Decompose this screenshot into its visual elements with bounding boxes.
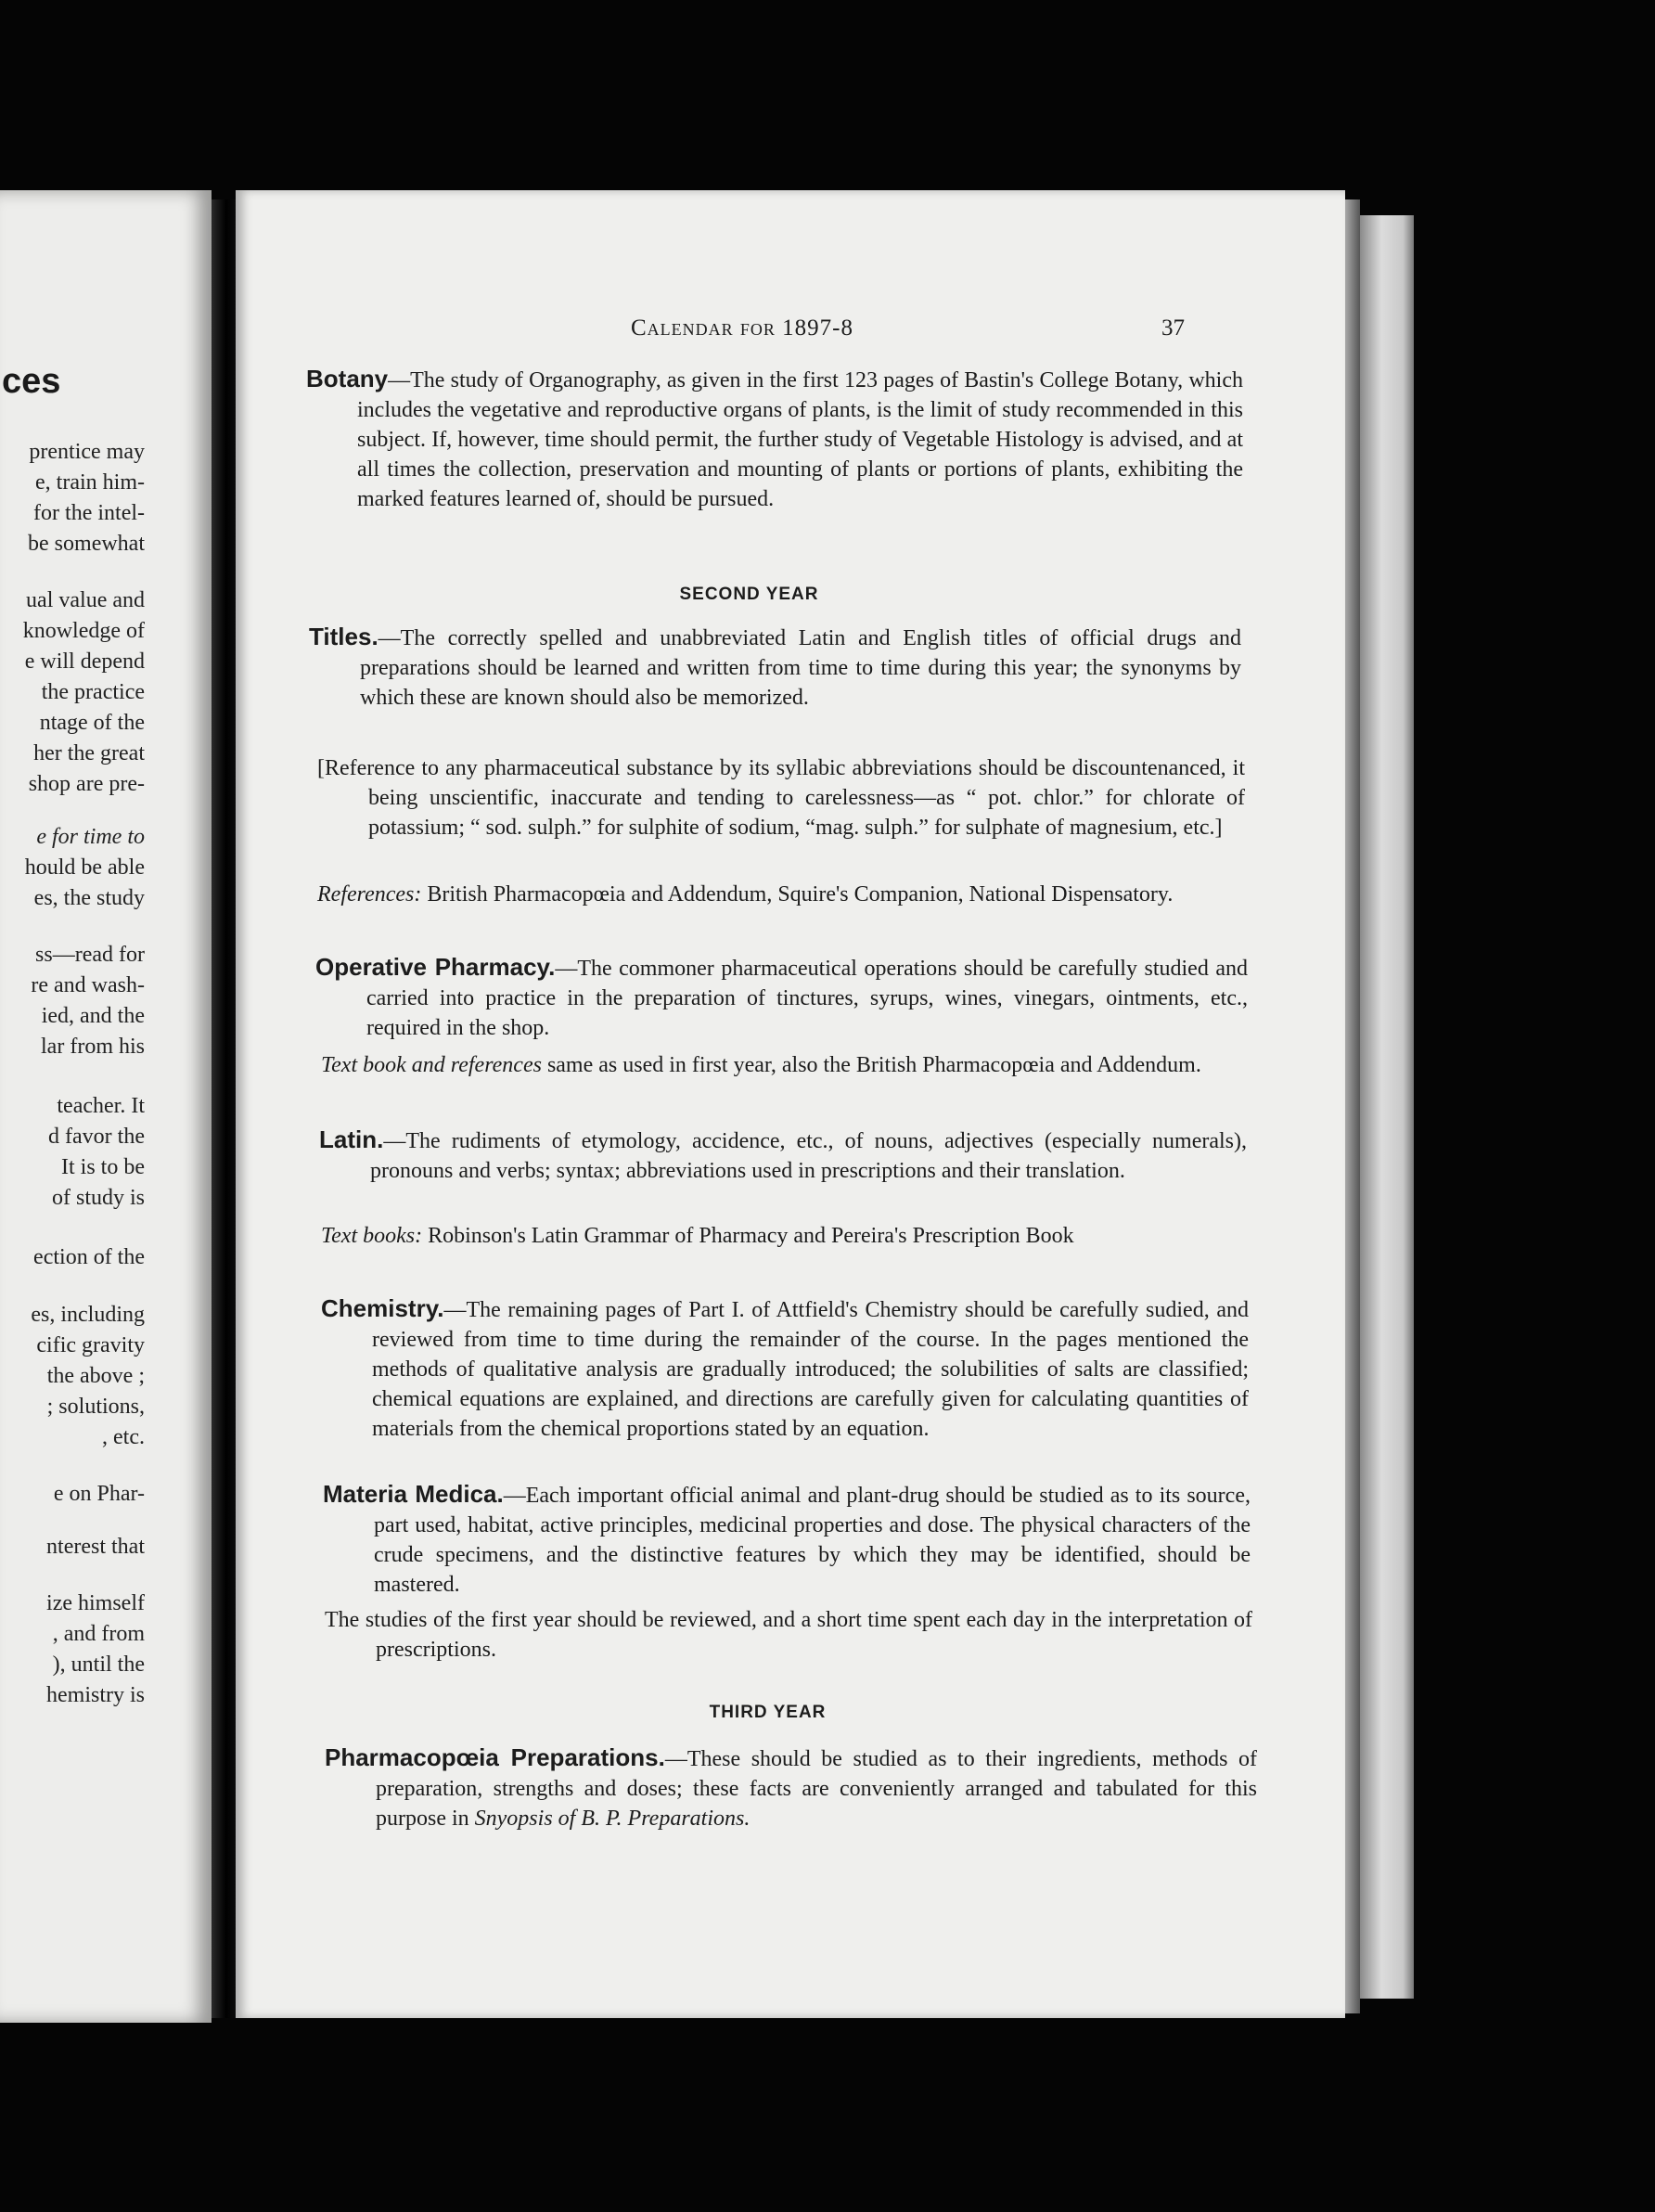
pharmacopoeia-book: Snyopsis of B. P. Preparations.: [474, 1807, 751, 1831]
left-page-line: be somewhat: [28, 532, 145, 556]
left-page-line: ual value and: [26, 588, 145, 612]
titles-paragraph: [309, 622, 1241, 713]
operative-paragraph: [315, 952, 1248, 1043]
botany-paragraph: [306, 364, 1243, 514]
left-page-line: lar from his: [41, 1035, 145, 1059]
titles-text: —The correctly spelled and unabbreviated Latin and English titles of official drugs and preparations should be learned and written from time to time during this year; the synonyms by which these are known should also be memorized.: [360, 626, 1241, 710]
left-page-line: of study is: [51, 1186, 145, 1210]
left-page-line: nterest that: [46, 1535, 145, 1559]
page-edge: [1345, 199, 1360, 2013]
textbook-paragraph: [321, 1050, 1249, 1080]
operative-text: —The commoner pharmaceutical operations should be carefully studied and carried into practice in the preparation of tinctures, syrups, wines, vinegars, ointments, etc., required in the shop.: [366, 957, 1249, 1040]
left-page-line: ection of the: [33, 1245, 145, 1269]
chemistry-heading: Chemistry.: [321, 1294, 444, 1322]
left-page-line: ), until the: [52, 1653, 145, 1677]
left-page-line: , and from: [52, 1622, 145, 1646]
latin-books-text: Robinson's Latin Grammar of Pharmacy and Pereira's Prescription Book: [422, 1224, 1074, 1248]
running-head-title: Calendar for 1897-8: [631, 315, 854, 341]
left-page-line: It is to be: [61, 1155, 145, 1179]
left-page-line: d favor the: [48, 1125, 145, 1149]
left-page-line: for the intel-: [33, 501, 145, 525]
left-page-line: re and wash-: [31, 973, 145, 997]
left-page-line: hemistry is: [46, 1683, 145, 1707]
left-page-line: es, including: [31, 1303, 145, 1327]
botany-heading: Botany: [306, 365, 389, 392]
left-page-line: ize himself: [46, 1591, 145, 1615]
reference-note: [Reference to any pharmaceutical substance by its syllabic abbreviations should be discountenanced, it being unscientific, inaccurate and tending to carelessness—as “ pot. chlor.” for chlorate of potassium; “ sod. sulph.” for sulphite of sodium, “mag. sulph.” for sulphate of magnesium, etc.]: [317, 756, 1245, 840]
running-head: [306, 315, 1192, 347]
latin-books-label: Text books:: [321, 1224, 423, 1248]
left-page-line: , etc.: [102, 1425, 145, 1449]
left-page-line: cific gravity: [36, 1333, 145, 1357]
latin-paragraph: [319, 1125, 1247, 1186]
left-page-line: ; solutions,: [46, 1395, 145, 1419]
pharmacopoeia-heading: Pharmacopœia Preparations.: [325, 1743, 665, 1771]
left-page-line: teacher. It: [57, 1094, 145, 1118]
left-page-line: ied, and the: [41, 1004, 145, 1028]
left-page-line: es, the study: [33, 886, 145, 910]
latin-heading: Latin.: [319, 1125, 384, 1153]
references-paragraph: [317, 880, 1245, 909]
chemistry-text: —The remaining pages of Part I. of Attfield's Chemistry should be carefully sudied, and reviewed from time to time during the remainder of the course. In the pages mentioned the methods of qualitative analysis are gradually introduced; the solubilities of salts are classified; chemical equations are explained, and directions are carefully given for calculating quantities of materials from the chemical proportions stated by an equation.: [372, 1298, 1249, 1441]
left-page-line: ss—read for: [35, 943, 145, 967]
left-page-line: e on Phar-: [53, 1482, 145, 1506]
left-page-line: shop are pre-: [28, 772, 145, 796]
left-page-line: ntage of the: [39, 711, 145, 735]
titles-heading: Titles.: [309, 623, 378, 650]
page-number: 37: [1161, 315, 1185, 341]
book-gutter: [212, 199, 236, 2018]
left-page-line: e for time to: [36, 825, 145, 849]
botany-text: —The study of Organography, as given in the first 123 pages of Bastin's College Botany, which includes the vegetative and reproductive organs of plants, is the limit of study recommended in this subject. If, however, time should permit, the further study of Vegetable Histology is advised, and at all times the collection, preservation and mounting of plants or portions of plants, exhibiting the marked features learned of, should be pursued.: [357, 368, 1243, 511]
materia-paragraph: [323, 1479, 1251, 1600]
left-page-line: knowledge of: [22, 619, 145, 643]
left-page-line: the above ;: [46, 1364, 145, 1388]
pharmacopoeia-paragraph: [325, 1743, 1257, 1833]
references-label: References:: [317, 882, 422, 907]
left-page-line: e will depend: [24, 649, 145, 674]
operative-heading: Operative Pharmacy.: [315, 953, 556, 981]
second-year-title: SECOND YEAR: [679, 585, 819, 604]
review-paragraph: The studies of the first year should be reviewed, and a short time spent each day in the interpretation of prescriptions.: [325, 1608, 1252, 1662]
textbook-text: same as used in first year, also the British Pharmacopœia and Addendum.: [541, 1053, 1201, 1077]
left-page: [0, 190, 212, 2023]
left-page-line: prentice may: [29, 440, 145, 464]
latin-text: —The rudiments of etymology, accidence, etc., of nouns, adjectives (especially numerals), pronouns and verbs; syntax; abbreviations used in prescriptions and their translation.: [370, 1129, 1247, 1183]
book-cover-edge: [1360, 215, 1414, 1999]
left-page-line: her the great: [33, 741, 145, 765]
left-page-line: hould be able: [24, 855, 145, 880]
left-page-line: the practice: [41, 680, 145, 704]
latin-books-paragraph: [321, 1221, 1249, 1251]
textbook-label: Text book and references: [321, 1053, 542, 1077]
third-year-title: THIRD YEAR: [709, 1703, 827, 1722]
left-page-heading: ces: [2, 362, 61, 401]
left-page-line: e, train him-: [35, 470, 145, 495]
references-text: British Pharmacopœia and Addendum, Squire's Companion, National Dispensatory.: [421, 882, 1174, 907]
materia-heading: Materia Medica.: [323, 1480, 504, 1508]
materia-text: —Each important official animal and plant-drug should be studied as to its source, part used, habitat, active principles, medicinal properties and dose. The physical characters of the crude specimens, and the distinctive features by which they may be identified, should be mastered.: [374, 1484, 1251, 1597]
pharmacopoeia-text: —These should be studied as to their ingredients, methods of preparation, strengths and doses; these facts are conveniently arranged and tabulated for this purpose in: [376, 1747, 1257, 1831]
chemistry-paragraph: [321, 1293, 1249, 1444]
